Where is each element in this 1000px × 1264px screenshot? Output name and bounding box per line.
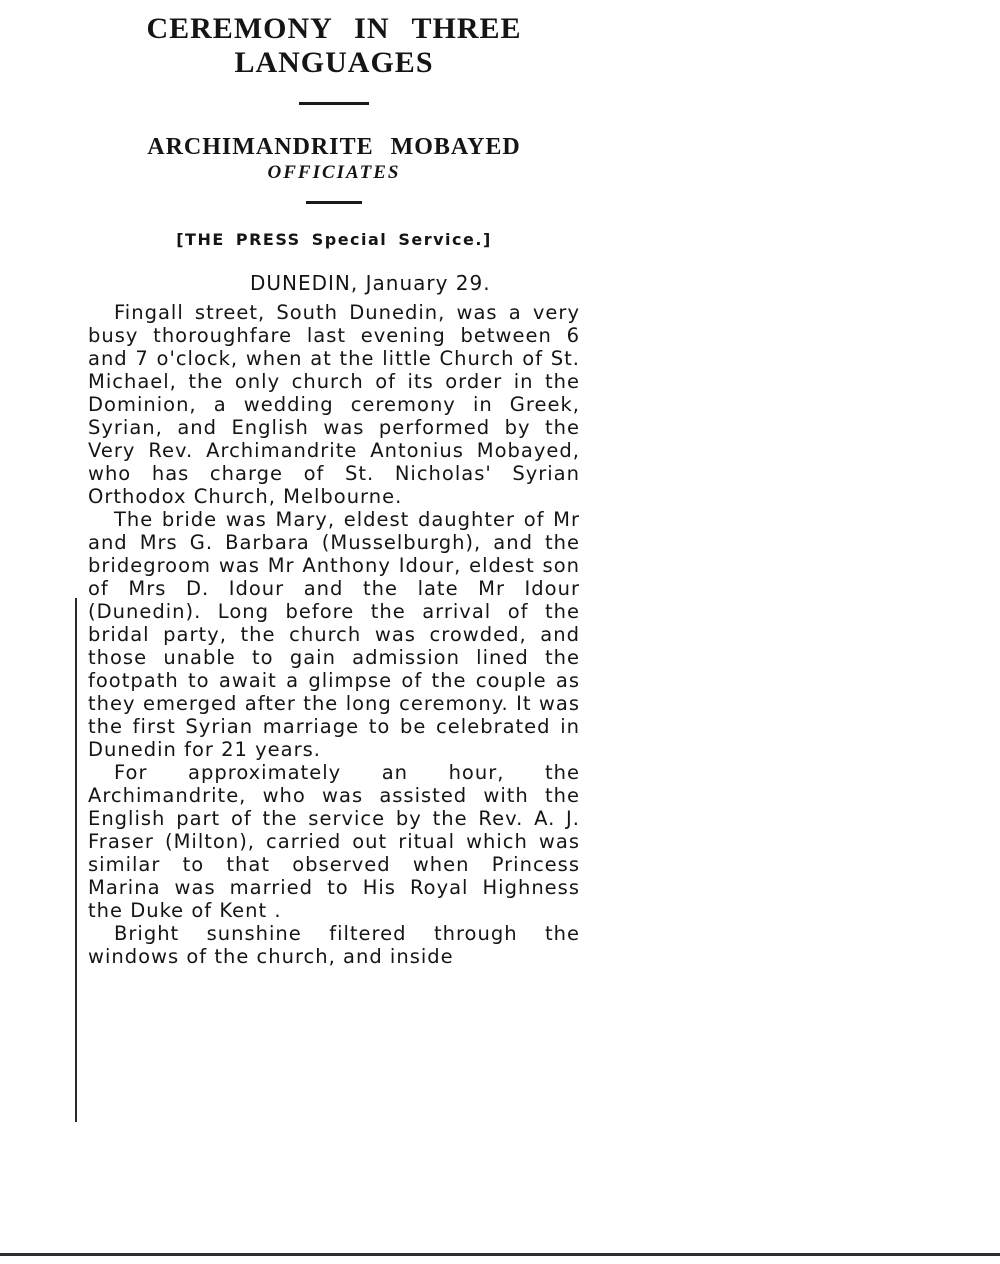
paragraph: The bride was Mary, eldest daughter of Mr and Mrs G. Barbara (Musselburgh), and the bridegroom was Mr Anthony Idour, eldest son of Mrs D. Idour and the late Mr Idour (Dunedin). Long before the arrival of the bridal party, the church was crowded, and those unable to gain admission lined the footpath to await a glimpse of the couple as they emerged after the long ceremony. It was the first Syrian marriage to be celebrated in Dunedin for 21 years.: [88, 508, 580, 761]
scan-bottom-edge: [0, 1253, 1000, 1256]
column-margin-line: [75, 598, 77, 1122]
service-note: [THE PRESS Special Service.]: [176, 230, 492, 249]
paragraph: For approximately an hour, the Archimandrite, who was assisted with the English part of the service by the Rev. A. J. Fraser (Milton), carried out ritual which was similar to that observed when Princess Marina was married to His Royal Highness the Duke of Kent .: [88, 761, 580, 922]
headline-divider: [299, 102, 369, 105]
headline-line-2: LANGUAGES: [234, 46, 434, 79]
newspaper-clipping: [88, 12, 580, 968]
paragraph: Fingall street, South Dunedin, was a very busy thoroughfare last evening between 6 and 7 o'clock, when at the little Church of St. Michael, the only church of its order in the Dominion, a wedding ceremony in Greek, Syrian, and English was performed by the Very Rev. Archimandrite Antonius Mobayed, who has charge of St. Nicholas' Syrian Orthodox Church, Melbourne.: [88, 301, 580, 508]
paragraph: Bright sunshine filtered through the windows of the church, and inside: [88, 922, 580, 968]
subheading-divider: [306, 201, 362, 204]
article-body: [88, 301, 580, 968]
headline: [88, 12, 580, 80]
subheading-italic: OFFICIATES: [267, 162, 401, 183]
subheading: ARCHIMANDRITE MOBAYED: [147, 134, 521, 160]
dateline: DUNEDIN, January 29.: [250, 271, 491, 295]
headline-line-1: CEREMONY IN THREE: [146, 12, 522, 45]
